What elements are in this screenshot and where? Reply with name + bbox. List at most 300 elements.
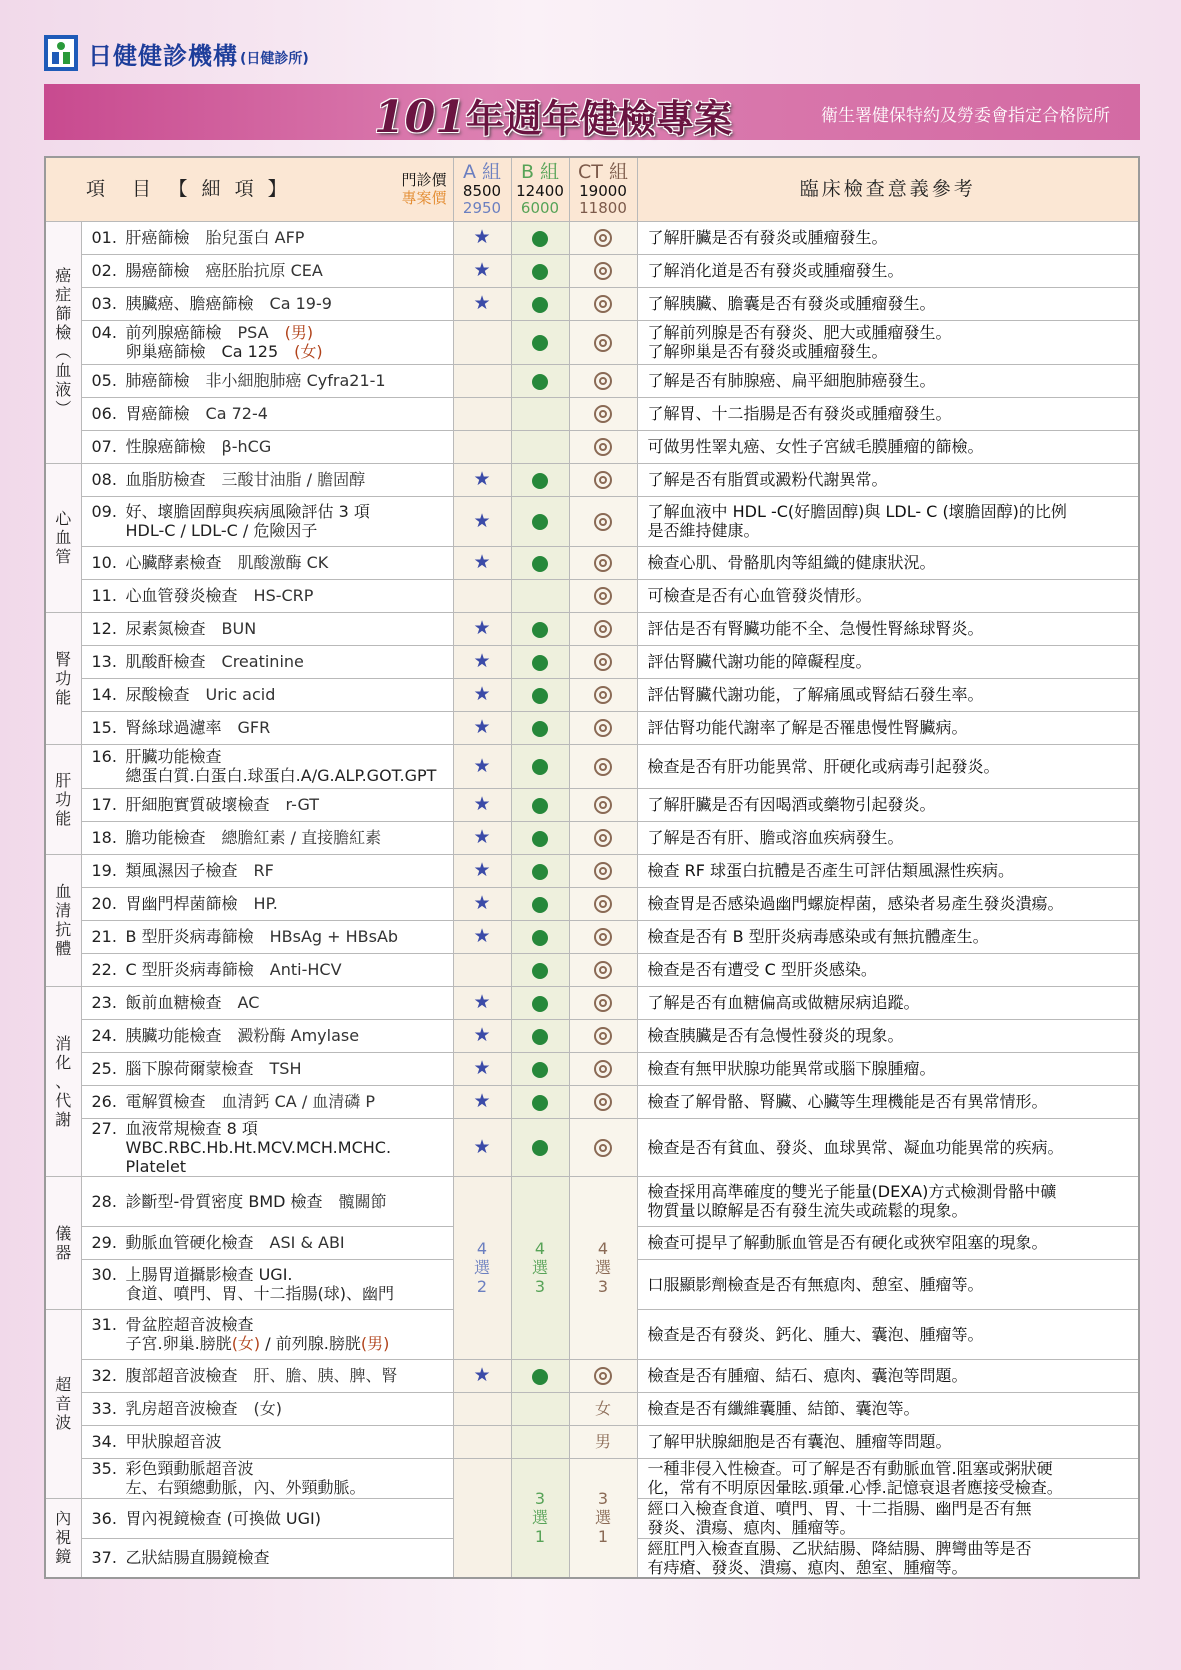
group-a-mark [453, 1085, 511, 1118]
group-ct-name: CT 組 [578, 161, 628, 184]
item-cell [81, 1259, 453, 1309]
item-name: 血液常規檢查 8 項 [125, 1118, 258, 1138]
star-icon: ★ [473, 1135, 491, 1158]
item-number: 28. [91, 1191, 117, 1211]
org-subname: (日健診所) [240, 51, 309, 67]
item-second-line [92, 342, 453, 361]
item-cell [81, 546, 453, 579]
item-number: 27. [91, 1118, 117, 1138]
star-icon: ★ [473, 859, 491, 881]
group-b-mark [511, 1359, 569, 1392]
group-a-mark [453, 287, 511, 320]
item-number: 36. [91, 1508, 117, 1528]
group-b-mark [511, 678, 569, 711]
reference-text: 了解胃、十二指腸是否有發炎或腫瘤發生。 [647, 404, 952, 423]
item-name: 胰臟癌、膽癌篩檢 [125, 294, 254, 313]
group-ct-mark [569, 986, 637, 1019]
item-detail: ASI & ABI [269, 1233, 345, 1252]
group-b-project: 6000 [520, 199, 560, 218]
group-ct-choose-line: 3 [597, 1277, 609, 1296]
group-a-mark [453, 854, 511, 887]
item-number: 05. [91, 371, 117, 390]
reference-cell [637, 645, 1139, 678]
item-number: 15. [91, 718, 117, 737]
group-a-mark [453, 744, 511, 788]
item-cell [81, 1498, 453, 1538]
reference-text: 經肛門入檢查直腸、乙狀結腸、降結腸、脾彎曲等是否 [647, 1538, 1032, 1558]
item-cell [81, 430, 453, 463]
group-a-mark [453, 1425, 511, 1458]
green-dot-icon [532, 930, 548, 946]
reference-text: 檢查胃是否感染過幽門螺旋桿菌，感染者易產生發炎潰瘍。 [647, 894, 1064, 913]
category-char: 音 [55, 1394, 72, 1413]
green-dot-icon [532, 721, 548, 737]
item-cell [81, 953, 453, 986]
reference-text: 評估腎功能代謝率了解是否罹患慢性腎臟病。 [647, 718, 968, 737]
group-a-mark [453, 953, 511, 986]
item-detail: HBsAg + HBsAb [269, 927, 399, 946]
header-price-labels [307, 157, 453, 221]
group-a-mark [453, 612, 511, 645]
item-number: 25. [91, 1059, 117, 1078]
group-ct-mark [569, 221, 637, 254]
group-b-header [511, 157, 569, 221]
green-dot-icon [532, 297, 548, 313]
reference-cell [637, 1425, 1139, 1458]
item-detail: Ca 19-9 [269, 294, 332, 313]
project-price-label: 專案價 [401, 189, 447, 208]
reference-text: 可檢查是否有心血管發炎情形。 [647, 586, 872, 605]
green-dot-icon [532, 231, 548, 247]
double-circle-icon [594, 1367, 612, 1385]
reference-text: 了解是否有血糖偏高或做糖尿病追蹤。 [647, 993, 920, 1012]
category-char: 血 [55, 528, 72, 547]
group-ct-mark [569, 1019, 637, 1052]
group-ct-mark [569, 287, 637, 320]
star-icon: ★ [473, 892, 491, 914]
table-row [45, 254, 1139, 287]
reference-text: 了解是否有肝、膽或溶血疾病發生。 [647, 828, 904, 847]
item-detail: 左、右頸總動脈，內、外頸動脈。 [125, 1478, 366, 1497]
item-name-2: 卵巢癌篩檢 [125, 342, 206, 361]
category-char: 管 [55, 547, 72, 566]
green-dot-icon [532, 1369, 548, 1385]
item-detail: 總膽紅素 / 直接膽紅素 [221, 828, 382, 847]
group-ct-mark [569, 254, 637, 287]
item-name: 肺癌篩檢 [125, 371, 190, 390]
reference-text: 檢查是否有 B 型肝炎病毒感染或有無抗體產生。 [647, 927, 989, 946]
double-circle-icon [594, 229, 612, 247]
item-name: 腸癌篩檢 [125, 261, 190, 280]
item-name: B 型肝炎病毒篩檢 [125, 927, 254, 946]
reference-cell [637, 1538, 1139, 1578]
item-detail: PSA [237, 323, 269, 342]
reference-text: 評估是否有腎臟功能不全、急慢性腎絲球腎炎。 [647, 619, 984, 638]
category-char: 體 [55, 939, 72, 958]
group-a-mark [453, 1052, 511, 1085]
star-icon: ★ [473, 1364, 491, 1386]
category-char: 功 [55, 668, 72, 688]
group-ct-choose [569, 1458, 637, 1578]
group-b-mark [511, 821, 569, 854]
group-a-mark [453, 678, 511, 711]
reference-text-2: 化，常有不明原因暈眩.頭暈.心悸.記憶衰退者應接受檢查。 [647, 1478, 1063, 1497]
group-ct-gender: 女 [569, 1392, 637, 1425]
item-detail: HDL-C / LDL-C / 危險因子 [125, 521, 318, 540]
group-a-mark [453, 397, 511, 430]
reference-text: 評估腎臟代謝功能，了解痛風或腎結石發生率。 [647, 685, 984, 704]
double-circle-icon [594, 719, 612, 737]
double-circle-icon [594, 438, 612, 456]
reference-cell [637, 1458, 1139, 1498]
item-gender-tag: (女) [231, 1334, 261, 1353]
item-name: 肝臟功能檢查 [125, 747, 222, 766]
star-icon: ★ [473, 1024, 491, 1046]
group-ct-mark [569, 579, 637, 612]
category-char: 謝 [55, 1109, 72, 1129]
item-name: 胃幽門桿菌篩檢 [125, 894, 238, 913]
table-row [45, 1458, 1139, 1498]
group-a-mark [453, 788, 511, 821]
item-number: 01. [91, 228, 117, 247]
group-ct-project: 11800 [579, 199, 627, 218]
item-name: 性腺癌篩檢 [125, 437, 206, 456]
item-detail: AC [237, 993, 260, 1012]
group-a-choose [453, 1176, 511, 1359]
item-name: 心臟酵素檢查 [125, 553, 222, 572]
item-detail-2: Ca 125 [221, 342, 279, 361]
table-row [45, 579, 1139, 612]
group-b-mark [511, 854, 569, 887]
reference-cell [637, 711, 1139, 744]
green-dot-icon [532, 473, 548, 489]
group-ct-mark [569, 645, 637, 678]
item-detail: β-hCG [221, 437, 272, 456]
reference-text: 了解是否有脂質或澱粉代謝異常。 [647, 470, 888, 489]
reference-text: 檢查是否有遭受 C 型肝炎感染。 [647, 960, 877, 979]
table-row [45, 1176, 1139, 1226]
group-b-choose-line: 選 [531, 1258, 548, 1277]
item-second-line [92, 1334, 453, 1353]
group-a-mark [453, 320, 511, 364]
group-ct-mark [569, 821, 637, 854]
item-name: 胃癌篩檢 [125, 404, 190, 423]
group-b-mark [511, 986, 569, 1019]
category-label [45, 986, 81, 1176]
green-dot-icon [532, 759, 548, 775]
star-icon: ★ [473, 551, 491, 573]
group-b-choose-line: 1 [534, 1527, 546, 1547]
group-b-mark [511, 221, 569, 254]
item-detail: 非小細胞肺癌 Cyfra21-1 [205, 371, 386, 390]
item-name: 好、壞膽固醇與疾病風險評估 3 項 [125, 502, 370, 521]
double-circle-icon [594, 928, 612, 946]
item-name: 腦下腺荷爾蒙檢查 [125, 1059, 254, 1078]
reference-cell [637, 221, 1139, 254]
item-cell [81, 887, 453, 920]
item-name: 電解質檢查 [125, 1092, 206, 1111]
reference-text: 檢查 RF 球蛋白抗體是否產生可評估類風濕性疾病。 [647, 861, 1014, 880]
group-ct-choose-line: 選 [594, 1508, 611, 1528]
group-b-mark [511, 546, 569, 579]
group-a-mark [453, 645, 511, 678]
green-dot-icon [532, 556, 548, 572]
item-cell [81, 711, 453, 744]
item-number: 23. [91, 993, 117, 1012]
group-b-choose-line: 3 [534, 1489, 546, 1509]
item-number: 02. [91, 261, 117, 280]
double-circle-icon [594, 295, 612, 313]
item-detail: 肌酸激酶 CK [237, 553, 329, 572]
item-name: C 型肝炎病毒篩檢 [125, 960, 254, 979]
group-a-choose-line: 4 [476, 1239, 488, 1258]
clinic-logo-icon [44, 35, 78, 71]
green-dot-icon [532, 864, 548, 880]
item-gender-tag-2: (女) [294, 342, 323, 361]
item-cell [81, 612, 453, 645]
reference-cell [637, 254, 1139, 287]
group-a-mark [453, 1019, 511, 1052]
star-icon: ★ [473, 991, 491, 1013]
table-row [45, 463, 1139, 496]
category-char: 內 [55, 1509, 72, 1529]
green-dot-icon [532, 1140, 548, 1156]
reference-cell [637, 320, 1139, 364]
group-ct-choose-line: 3 [597, 1489, 609, 1509]
item-detail: 三酸甘油脂 / 膽固醇 [221, 470, 366, 489]
item-name: 骨盆腔超音波檢查 [125, 1315, 254, 1334]
item-number: 31. [91, 1315, 117, 1334]
double-circle-icon [594, 994, 612, 1012]
category-label [45, 463, 81, 612]
group-a-name: A 組 [462, 161, 502, 184]
table-row [45, 711, 1139, 744]
reference-cell [637, 1392, 1139, 1425]
reference-text-2: 是否維持健康。 [647, 521, 760, 540]
category-char: 超 [55, 1375, 72, 1394]
group-b-mark [511, 397, 569, 430]
double-circle-icon [594, 405, 612, 423]
group-b-mark [511, 612, 569, 645]
table-row [45, 221, 1139, 254]
reference-text: 一種非侵入性檢查。可了解是否有動脈血管.阻塞或粥狀硬 [647, 1459, 1053, 1478]
item-cell [81, 1425, 453, 1458]
reference-text: 檢查是否有肝功能異常、肝硬化或病毒引起發炎。 [647, 756, 1000, 776]
item-cell [81, 645, 453, 678]
table-row [45, 854, 1139, 887]
group-a-header [453, 157, 511, 221]
reference-text-2: 發炎、潰瘍、瘜肉、腫瘤等。 [647, 1518, 856, 1537]
item-cell [81, 854, 453, 887]
category-char: 腎 [55, 649, 72, 669]
item-cell [81, 463, 453, 496]
item-name: 甲狀腺超音波 [125, 1432, 222, 1451]
star-icon: ★ [473, 793, 491, 815]
double-circle-icon [594, 1139, 612, 1157]
group-a-mark [453, 546, 511, 579]
reference-cell [637, 1226, 1139, 1259]
header [44, 34, 309, 72]
reference-cell [637, 1118, 1139, 1176]
item-detail: HP. [253, 894, 278, 913]
reference-text: 了解胰臟、膽囊是否有發炎或腫瘤發生。 [647, 294, 936, 313]
green-dot-icon [532, 897, 548, 913]
reference-text: 檢查採用高準確度的雙光子能量(DEXA)方式檢測骨骼中礦 [647, 1182, 1057, 1201]
category-char: 血 [55, 882, 72, 901]
item-detail: HS-CRP [253, 586, 314, 605]
group-ct-mark [569, 887, 637, 920]
double-circle-icon [594, 862, 612, 880]
item-detail: Creatinine [221, 652, 304, 671]
reference-text: 檢查心肌、骨骼肌肉等組織的健康狀況。 [647, 553, 936, 572]
green-dot-icon [532, 335, 548, 351]
item-name: 飯前血糖檢查 [125, 993, 222, 1012]
table-row [45, 920, 1139, 953]
category-char: 清 [55, 901, 72, 920]
green-dot-icon [532, 1095, 548, 1111]
item-cell [81, 1309, 453, 1359]
category-char: 視 [55, 1528, 72, 1548]
item-number: 03. [91, 294, 117, 313]
group-ct-mark [569, 430, 637, 463]
reference-text-2: 了解卵巢是否有發炎或腫瘤發生。 [647, 342, 888, 361]
reference-cell [637, 854, 1139, 887]
star-icon: ★ [473, 1090, 491, 1112]
table-row [45, 320, 1139, 364]
category-label [45, 744, 81, 854]
item-name: 乙狀結腸直腸鏡檢查 [125, 1548, 270, 1568]
category-char: 能 [55, 808, 72, 828]
item-cell [81, 678, 453, 711]
item-detail: Uric acid [205, 685, 276, 704]
group-b-mark [511, 463, 569, 496]
green-dot-icon [532, 996, 548, 1012]
group-a-mark [453, 463, 511, 496]
category-label [45, 1309, 81, 1498]
category-char: 檢 [55, 323, 72, 342]
star-icon: ★ [473, 1057, 491, 1079]
category-char: 能 [55, 687, 72, 707]
item-number: 14. [91, 685, 117, 704]
group-ct-mark [569, 463, 637, 496]
item-number: 29. [91, 1233, 117, 1252]
group-a-mark [453, 430, 511, 463]
category-char: 鏡 [55, 1547, 72, 1567]
group-b-mark [511, 953, 569, 986]
item-detail: 子宮.卵巢.膀胱 [125, 1334, 232, 1353]
reference-cell [637, 1359, 1139, 1392]
item-cell [81, 1226, 453, 1259]
group-ct-choose [569, 1176, 637, 1359]
category-char: 肝 [55, 770, 72, 790]
reference-cell [637, 953, 1139, 986]
double-circle-icon [594, 587, 612, 605]
item-cell [81, 1458, 453, 1498]
reference-text: 檢查是否有貧血、發炎、血球異常、凝血功能異常的疾病。 [647, 1137, 1064, 1157]
group-b-mark [511, 645, 569, 678]
double-circle-icon [594, 758, 612, 776]
reference-text: 檢查了解骨骼、腎臟、心臟等生理機能是否有異常情形。 [647, 1092, 1048, 1111]
item-cell [81, 397, 453, 430]
reference-cell [637, 496, 1139, 546]
double-circle-icon [594, 653, 612, 671]
double-circle-icon [594, 262, 612, 280]
item-detail: 癌胚胎抗原 CEA [205, 261, 323, 280]
table-row [45, 788, 1139, 821]
group-ct-mark [569, 788, 637, 821]
reference-cell [637, 1019, 1139, 1052]
group-ct-mark [569, 364, 637, 397]
item-number: 21. [91, 927, 117, 946]
item-cell [81, 1085, 453, 1118]
green-dot-icon [532, 1029, 548, 1045]
group-a-mark [453, 887, 511, 920]
item-name: 尿酸檢查 [125, 685, 190, 704]
group-a-mark [453, 1359, 511, 1392]
category-char: 儀 [55, 1223, 72, 1243]
group-b-mark [511, 579, 569, 612]
group-b-choose [511, 1458, 569, 1578]
item-number: 10. [91, 553, 117, 572]
group-a-mark [453, 986, 511, 1019]
item-cell [81, 221, 453, 254]
item-number: 22. [91, 960, 117, 979]
group-a-mark [453, 920, 511, 953]
item-name: 診斷型-骨質密度 BMD 檢查 [125, 1191, 323, 1211]
group-b-mark [511, 1392, 569, 1425]
double-circle-icon [594, 554, 612, 572]
title-banner [44, 84, 1140, 143]
item-cell [81, 1176, 453, 1226]
group-a-choose-line: 2 [476, 1277, 488, 1296]
item-cell [81, 1538, 453, 1578]
star-icon: ★ [473, 754, 491, 777]
item-name: 心血管發炎檢查 [125, 586, 238, 605]
item-cell [81, 1392, 453, 1425]
item-detail: Anti-HCV [269, 960, 342, 979]
category-label [45, 221, 81, 463]
group-ct-choose-line: 4 [597, 1239, 609, 1258]
item-number: 07. [91, 437, 117, 456]
double-circle-icon [594, 620, 612, 638]
item-number: 20. [91, 894, 117, 913]
reference-text: 檢查可提早了解動脈血管是否有硬化或狹窄阻塞的現象。 [647, 1233, 1048, 1252]
reference-text-2: 物質量以瞭解是否有發生流失或疏鬆的現象。 [647, 1201, 968, 1220]
group-b-mark [511, 711, 569, 744]
item-number: 26. [91, 1092, 117, 1111]
double-circle-icon [594, 513, 612, 531]
item-cell [81, 287, 453, 320]
reference-text: 檢查是否有纖維囊腫、結節、囊泡等。 [647, 1399, 920, 1418]
group-a-mark [453, 364, 511, 397]
group-b-mark [511, 254, 569, 287]
item-name: 上腸胃道攝影檢查 UGI. [125, 1265, 293, 1284]
reference-text: 評估腎臟代謝功能的障礙程度。 [647, 652, 872, 671]
reference-cell [637, 1052, 1139, 1085]
group-ct-outpatient: 19000 [579, 182, 627, 201]
group-b-mark [511, 287, 569, 320]
category-char: 篩 [55, 304, 72, 323]
category-char: 液 [55, 380, 72, 399]
item-number: 17. [91, 795, 117, 814]
group-ct-mark [569, 397, 637, 430]
group-b-mark [511, 887, 569, 920]
double-circle-icon [594, 1093, 612, 1111]
category-char: ︵ [55, 342, 72, 361]
group-a-mark [453, 821, 511, 854]
item-cell [81, 579, 453, 612]
reference-cell [637, 463, 1139, 496]
